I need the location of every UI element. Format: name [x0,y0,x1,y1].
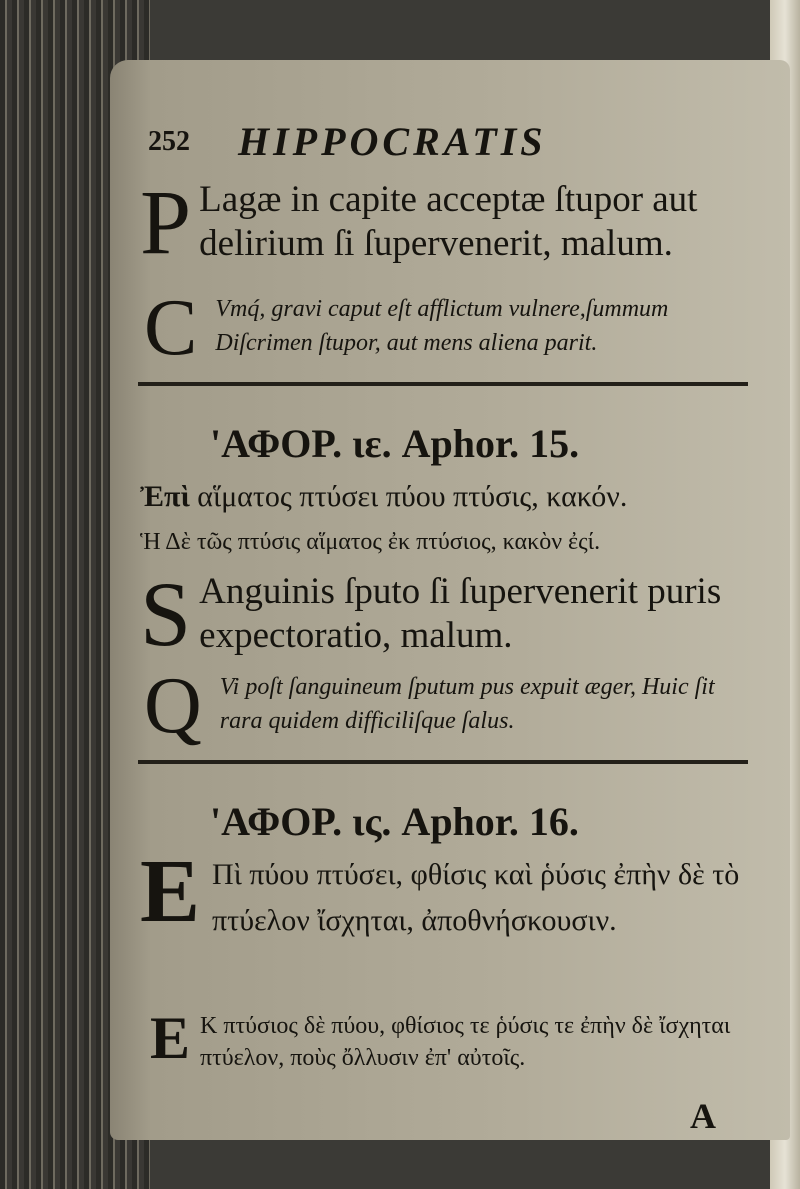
drop-cap: S [140,563,192,665]
paraphrase-text: Κ πτύσιος δὲ πύου, φθίσιος τε ῥύσις τε ἐπὴν δὲ ἴσχηται πτύελον, ποὺς ὄλλυσιν ἐπ' αὐτοῖς. [200,1013,731,1071]
section-divider [138,760,748,764]
aphorism-14-commentary [140,284,750,372]
drop-cap: Ε [140,842,201,941]
aphorism-15-greek [140,474,750,558]
aphorism-16-greek [140,842,750,944]
drop-cap: Q [144,662,202,750]
drop-cap: E [150,1005,191,1071]
book-page [110,60,790,1140]
commentary-text: Vi poſt ſanguineum ſputum pus expuit æger, Huic ſit rara quidem difficiliſque ſalus. [219,674,715,734]
greek-dropcap: Ἐπὶ [140,480,190,513]
aphorism-16-paraphrase [140,1005,750,1074]
page-number: 252 [148,126,190,157]
aphorism-15-latin [140,563,750,665]
greek-line: Ἡ Δὲ τῶς πτύσις αἵματος ἐκ πτύσιος, κακὸν ἐςί. [140,529,601,555]
commentary-text: Vmq́, gravi caput eſt afflictum vulnere,ſummum Diſcrimen ſtupor, aut mens aliena parit. [215,296,669,356]
page-header [148,118,758,168]
aphorism-heading: 'ΑΦΟΡ. ιε. Aphor. 15. [210,421,580,466]
aphorism-14-latin [140,171,750,273]
aphorism-15-commentary [140,662,750,750]
drop-cap: C [144,284,198,372]
greek-text: Πὶ πύου πτύσει, φθίσις καὶ ῥύσις ἐπὴν δὲ τὸ πτύελον ἴσχηται, ἀποθνήσκουσιν. [212,858,740,937]
greek-line [140,474,750,520]
catchword: A [690,1096,716,1136]
section-divider [138,382,748,386]
drop-cap: P [140,171,192,273]
latin-text: Anguinis ſputo ſi ſupervenerit puris expectoratio, malum. [199,571,722,656]
latin-text: Lagæ in capite acceptæ ſtupor aut delirium ſi ſupervenerit, malum. [199,179,698,264]
aphorism-heading: 'ΑΦΟΡ. ις. Aphor. 16. [210,799,579,844]
greek-text: αἵματος πτύσει πύου πτύσις, κακόν. [197,480,628,513]
running-title: HIPPOCRATIS [238,119,547,164]
